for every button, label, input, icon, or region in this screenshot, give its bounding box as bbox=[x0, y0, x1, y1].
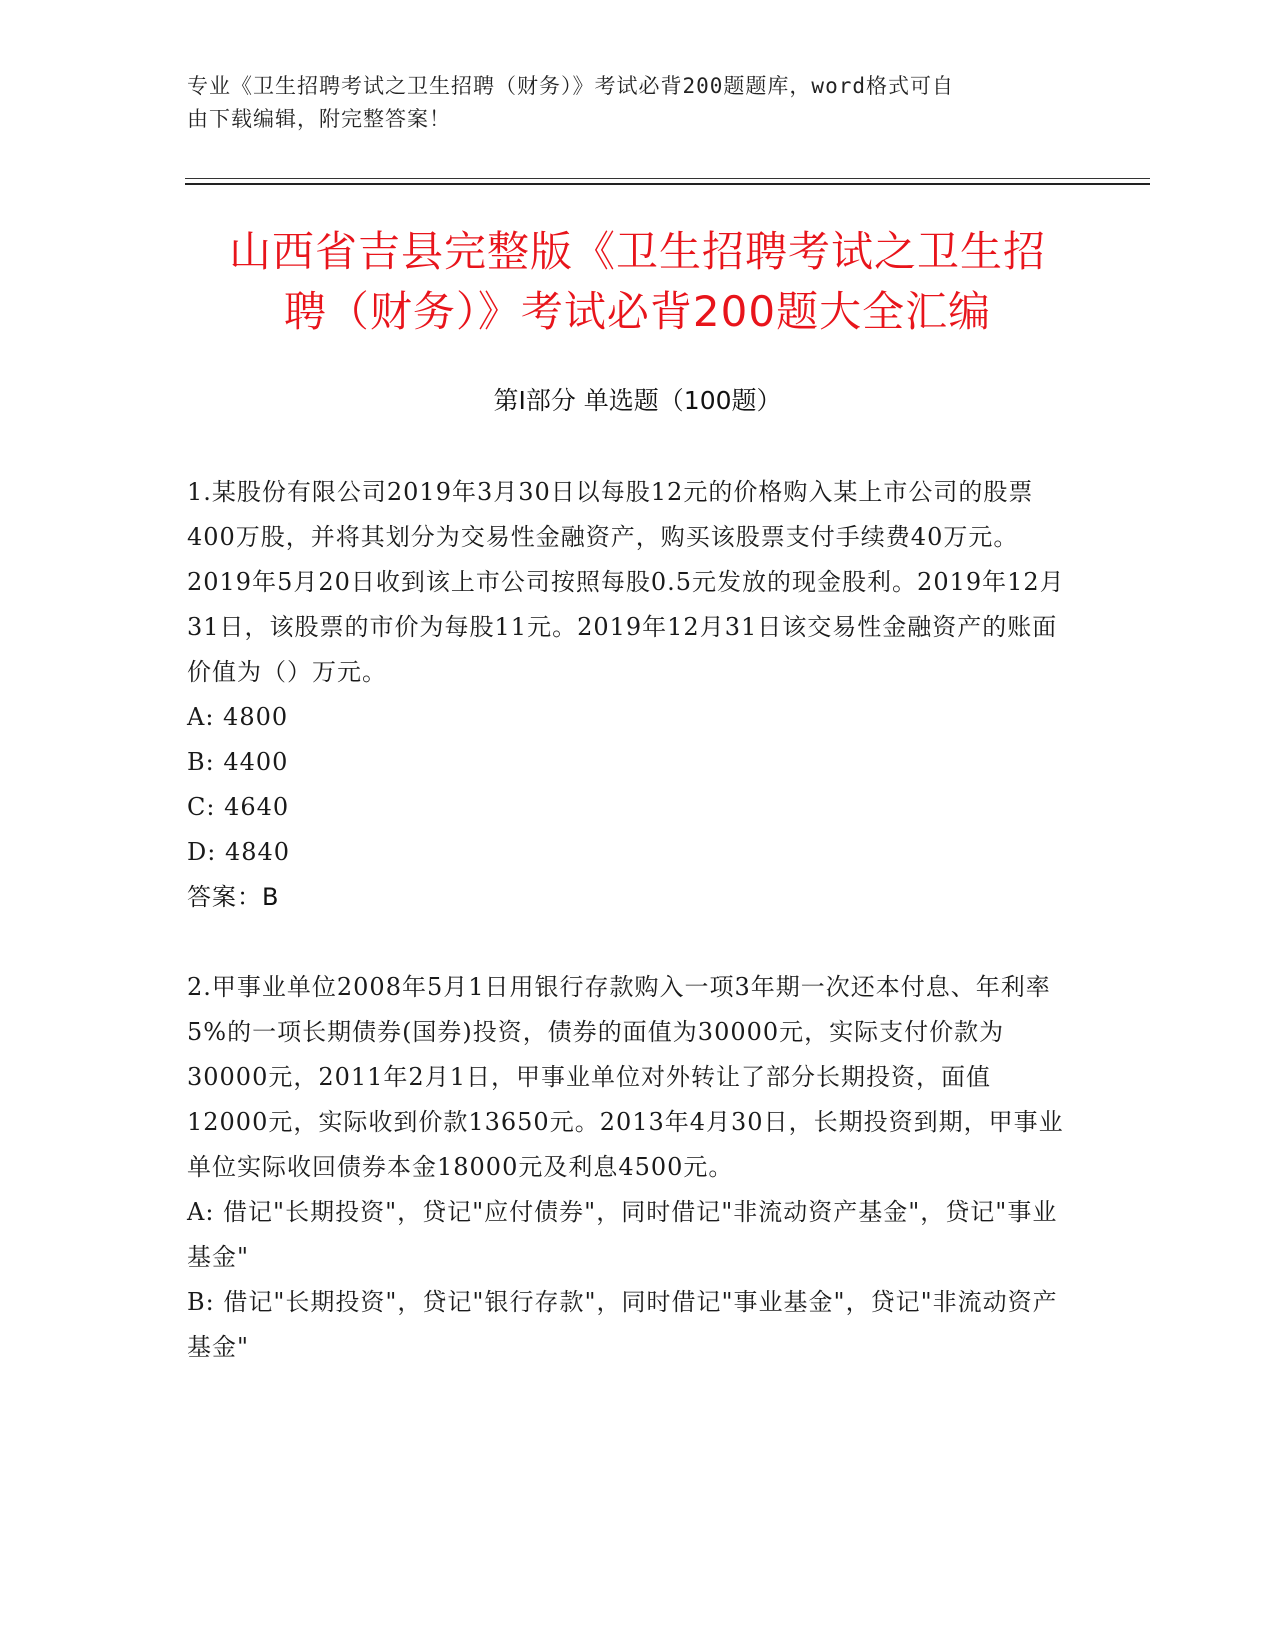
header-note bbox=[187, 70, 1087, 136]
document-title-line-2: 聘（财务）》考试必背200题大全汇编 bbox=[283, 287, 992, 336]
document-title-line-1: 山西省吉县完整版《卫生招聘考试之卫生招 bbox=[228, 227, 1046, 276]
document-title bbox=[150, 222, 1125, 342]
question-2-option-b: B: 借记"长期投资"，贷记"银行存款"，同时借记"事业基金"，贷记"非流动资产基金" bbox=[187, 1288, 1058, 1361]
header-note-line-2: 由下载编辑，附完整答案！ bbox=[187, 107, 451, 131]
section-title: 第I部分 单选题（100题） bbox=[493, 386, 782, 415]
question-1-answer: 答案：B bbox=[187, 883, 280, 911]
question-1-option-c: C: 4640 bbox=[187, 793, 290, 821]
question-2-stem: 2.甲事业单位2008年5月1日用银行存款购入一项3年期一次还本付息、年利率5%的一项长期债券(国券)投资，债券的面值为30000元，实际支付价款为30000元，2011年2月1日，甲事业单位对外转让了部分长期投资，面值12000元，实际收到价款13650元。2013年4月30日，长期投资到期，甲事业单位实际收回债券本金18000元及利息4500元。 bbox=[187, 973, 1064, 1181]
header-divider-thick bbox=[185, 183, 1150, 185]
question-list bbox=[187, 470, 1067, 1415]
question-2 bbox=[187, 965, 1067, 1370]
header-note-line-1: 专业《卫生招聘考试之卫生招聘（财务）》考试必背200题题库，word格式可自 bbox=[187, 74, 954, 98]
question-1-option-b: B: 4400 bbox=[187, 748, 289, 776]
header-divider-thin bbox=[185, 178, 1150, 179]
question-1-option-d: D: 4840 bbox=[187, 838, 291, 866]
question-2-option-a: A: 借记"长期投资"，贷记"应付债券"，同时借记"非流动资产基金"，贷记"事业基金" bbox=[187, 1198, 1058, 1271]
question-1-stem: 1.某股份有限公司2019年3月30日以每股12元的价格购入某上市公司的股票400万股，并将其划分为交易性金融资产，购买该股票支付手续费40万元。2019年5月20日收到该上市公司按照每股0.5元发放的现金股利。2019年12月31日，该股票的市价为每股11元。2019年12月31日该交易性金融资产的账面价值为（）万元。 bbox=[187, 478, 1065, 686]
question-1-option-a: A: 4800 bbox=[187, 703, 289, 731]
question-1 bbox=[187, 470, 1067, 920]
